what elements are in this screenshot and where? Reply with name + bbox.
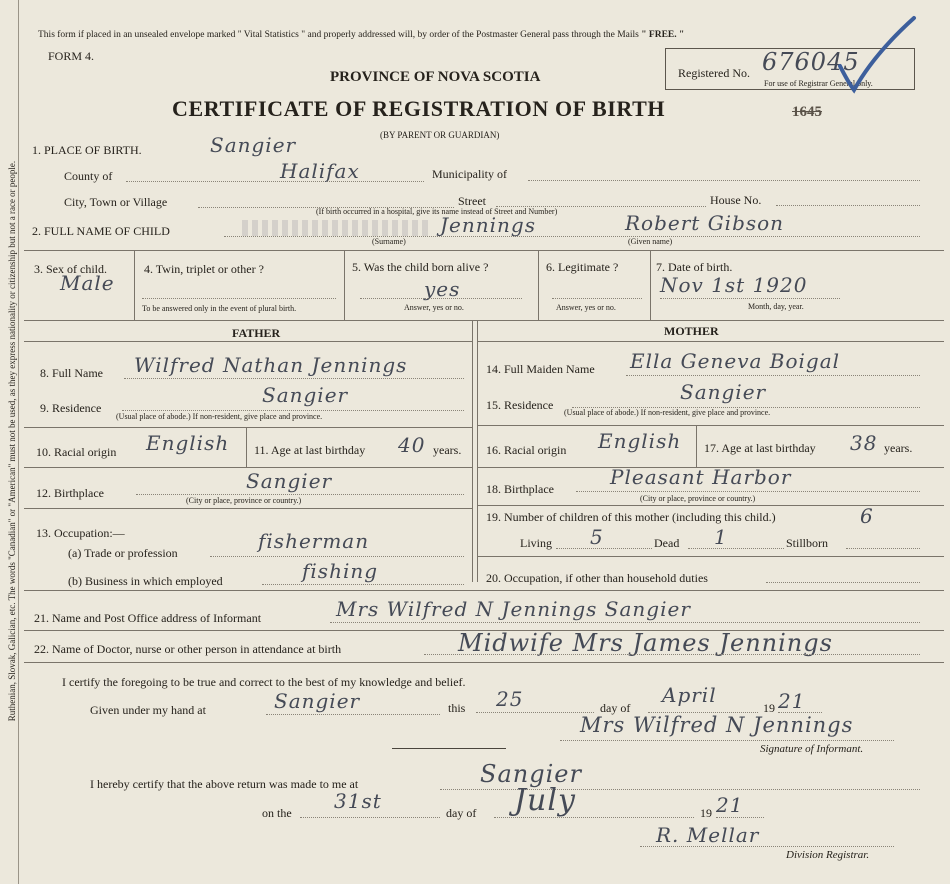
father-business-line (262, 584, 464, 585)
father-birthplace-label: 12. Birthplace (36, 486, 104, 500)
separator-rule (392, 748, 506, 749)
county-label: County of (64, 169, 113, 183)
legitimate-note: Answer, yes or no. (556, 303, 616, 312)
erased-name-mark (242, 220, 432, 236)
registrar-signature: R. Mellar (656, 823, 760, 847)
signature-caption: Signature of Informant. (760, 743, 864, 755)
date-of-birth-note: Month, day, year. (748, 302, 804, 311)
registrar-year-line (716, 817, 764, 818)
registrar-signature-line (640, 846, 894, 847)
sex-value: Male (60, 271, 115, 295)
dead-value: 1 (714, 525, 728, 549)
father-residence-note: (Usual place of abode.) If non-resident, give place and province. (116, 412, 323, 421)
title-number: 1645 (792, 104, 822, 120)
registrar-year-value: 21 (716, 793, 744, 817)
child-given-name-value: Robert Gibson (625, 211, 785, 235)
registrar-statement: I hereby certify that the above return was made to me at (90, 777, 359, 791)
informant-label: 21. Name and Post Office address of Informant (34, 611, 262, 625)
certify-day-line (476, 712, 594, 713)
father-trade-value: fisherman (258, 529, 370, 553)
side-margin-rule (18, 0, 19, 884)
parents-divider (477, 320, 478, 582)
informant-signature-line (560, 740, 894, 741)
row-divider (24, 508, 472, 509)
registrar-year-prefix: 19 (700, 806, 712, 820)
side-margin-note (2, 0, 16, 884)
mother-birthplace-note: (City or place, province or country.) (640, 494, 756, 503)
row-divider (24, 467, 472, 468)
mother-birthplace-label: 18. Birthplace (486, 482, 554, 496)
given-place-line (266, 714, 440, 715)
legitimate-line (552, 298, 642, 299)
twin-note: To be answered only in the event of plural birth. (142, 304, 297, 313)
stillborn-line (846, 548, 920, 549)
column-divider (650, 250, 651, 320)
mother-occupation-label: 20. Occupation, if other than household duties (486, 571, 708, 585)
house-number-label: House No. (710, 193, 762, 207)
dead-line (688, 548, 784, 549)
legitimate-label: 6. Legitimate ? (546, 260, 619, 274)
mother-name-label: 14. Full Maiden Name (486, 362, 595, 376)
registrar-month-value: July (514, 783, 576, 818)
on-the-label: on the (262, 806, 292, 820)
mother-residence-value: Sangier (680, 380, 767, 404)
registrar-caption: Division Registrar. (786, 849, 870, 861)
sex-label: 3. Sex of child. (34, 262, 107, 276)
father-birthplace-note: (City or place, province or country.) (186, 496, 302, 505)
living-value: 5 (590, 525, 604, 549)
form-number: FORM 4. (48, 49, 95, 63)
row-divider (24, 427, 472, 428)
day-of-label: day of (600, 701, 631, 715)
father-occupation-label: 13. Occupation:— (36, 526, 125, 540)
father-residence-label: 9. Residence (40, 401, 102, 415)
father-name-label: 8. Full Name (40, 366, 103, 380)
born-alive-value: yes (424, 277, 461, 301)
living-label: Living (520, 536, 552, 550)
date-of-birth-line (660, 298, 840, 299)
children-count-label: 19. Number of children of this mother (including this child.) (486, 510, 776, 524)
row-divider (24, 662, 944, 663)
registrar-day-of-label: day of (446, 806, 477, 820)
child-surname-value: Jennings (440, 213, 536, 237)
given-name-caption: (Given name) (628, 237, 673, 246)
mother-residence-note: (Usual place of abode.) If non-resident, give place and province. (564, 408, 771, 417)
column-divider (246, 427, 247, 467)
row-divider (478, 505, 944, 506)
informant-line (330, 622, 920, 623)
certificate-subtitle: (BY PARENT OR GUARDIAN) (380, 130, 500, 140)
city-label: City, Town or Village (64, 195, 168, 209)
father-age-unit: years. (433, 443, 462, 457)
given-place-value: Sangier (274, 689, 361, 713)
father-residence-value: Sangier (262, 383, 349, 407)
date-of-birth-value: Nov 1st 1920 (660, 273, 808, 297)
mother-occupation-line (766, 582, 920, 583)
street-label: Street (458, 194, 486, 208)
registrar-day-line (300, 817, 440, 818)
certify-day-value: 25 (496, 687, 524, 711)
date-of-birth-label: 7. Date of birth. (656, 260, 733, 274)
row-divider (478, 341, 944, 342)
mother-residence-label: 15. Residence (486, 398, 554, 412)
mother-age-value: 38 (850, 431, 878, 455)
registered-number: 676045 (762, 48, 860, 76)
row-divider (478, 425, 944, 426)
informant-signature: Mrs Wilfred N Jennings (580, 713, 854, 737)
mother-age-unit: years. (884, 441, 913, 455)
certify-year-value: 21 (778, 689, 806, 713)
column-divider (134, 250, 135, 320)
row-divider (24, 320, 944, 321)
doctor-value: Midwife Mrs James Jennings (458, 629, 833, 657)
father-age-label: 11. Age at last birthday (254, 443, 366, 457)
row-divider (24, 341, 472, 342)
father-trade-line (210, 556, 464, 557)
registrar-month-line (494, 817, 694, 818)
dead-label: Dead (654, 536, 680, 550)
doctor-label: 22. Name of Doctor, nurse or other person in attendance at birth (34, 642, 342, 656)
registered-label: Registered No. (678, 66, 750, 80)
father-birthplace-value: Sangier (246, 469, 333, 493)
father-age-value: 40 (398, 433, 426, 457)
father-residence-line (122, 410, 464, 411)
mother-racial-label: 16. Racial origin (486, 443, 567, 457)
father-racial-label: 10. Racial origin (36, 445, 117, 459)
doctor-line (424, 654, 920, 655)
county-line (126, 181, 424, 182)
province-heading: PROVINCE OF NOVA SCOTIA (330, 69, 541, 85)
given-under-hand-label: Given under my hand at (90, 703, 206, 717)
twin-label: 4. Twin, triplet or other ? (144, 262, 264, 276)
municipality-line (528, 180, 920, 181)
living-line (556, 548, 652, 549)
certify-year-prefix: 19 (763, 701, 775, 715)
column-divider (696, 425, 697, 467)
certify-month-value: April (662, 683, 717, 707)
certify-statement: I certify the foregoing to be true and correct to the best of my knowledge and belief. (62, 675, 466, 689)
children-count-value: 6 (860, 504, 874, 528)
side-margin-text: Ruthenian, Slovak, Galician, etc. The words "Canadian" or "American" must not be used, as they express nationality or citizenship but not a race or people. (7, 160, 17, 722)
row-divider (24, 590, 944, 591)
column-divider (344, 250, 345, 320)
this-label: this (448, 701, 466, 715)
father-birthplace-line (136, 494, 464, 495)
county-value: Halifax (280, 159, 360, 183)
father-business-value: fishing (302, 559, 379, 583)
mother-age-label: 17. Age at last birthday (704, 441, 816, 455)
child-name-label: 2. FULL NAME OF CHILD (32, 224, 170, 238)
certificate-title: CERTIFICATE OF REGISTRATION OF BIRTH (172, 96, 666, 121)
checkmark-icon (830, 14, 920, 94)
mother-birthplace-line (576, 491, 920, 492)
mother-racial-value: English (598, 429, 682, 453)
father-trade-label: (a) Trade or profession (68, 546, 178, 560)
born-alive-note: Answer, yes or no. (404, 303, 464, 312)
hospital-note: (If birth occurred in a hospital, give its name instead of Street and Number) (316, 207, 558, 216)
postal-notice: This form if placed in an unsealed envelope marked " Vital Statistics " and properly addressed will, by order of the Postmaster General pass through the Mails " FREE. " (38, 30, 685, 40)
born-alive-line (360, 298, 522, 299)
row-divider (24, 250, 944, 251)
father-name-value: Wilfred Nathan Jennings (134, 353, 408, 377)
mother-birthplace-value: Pleasant Harbor (610, 465, 792, 489)
informant-value: Mrs Wilfred N Jennings Sangier (336, 597, 691, 621)
mother-name-value: Ella Geneva Boigal (630, 349, 841, 373)
mother-heading: MOTHER (664, 324, 719, 338)
surname-caption: (Surname) (372, 237, 406, 246)
registered-note: For use of Registrar General only. (764, 79, 873, 88)
registrar-place-value: Sangier (480, 760, 582, 788)
row-divider (478, 556, 944, 557)
mother-name-line (626, 375, 920, 376)
column-divider (538, 250, 539, 320)
born-alive-label: 5. Was the child born alive ? (352, 260, 489, 274)
registrar-day-value: 31st (334, 789, 382, 813)
parents-divider (472, 320, 473, 582)
child-name-line (224, 236, 920, 237)
twin-line (142, 298, 336, 299)
registrar-place-line (440, 789, 920, 790)
place-of-birth-label: 1. PLACE OF BIRTH. (32, 143, 142, 157)
father-name-line (124, 378, 464, 379)
stillborn-label: Stillborn (786, 536, 829, 550)
place-of-birth-value: Sangier (210, 133, 297, 157)
father-heading: FATHER (232, 326, 281, 340)
municipality-label: Municipality of (432, 167, 507, 181)
father-business-label: (b) Business in which employed (68, 574, 223, 588)
father-racial-value: English (146, 431, 230, 455)
house-number-line (776, 205, 920, 206)
